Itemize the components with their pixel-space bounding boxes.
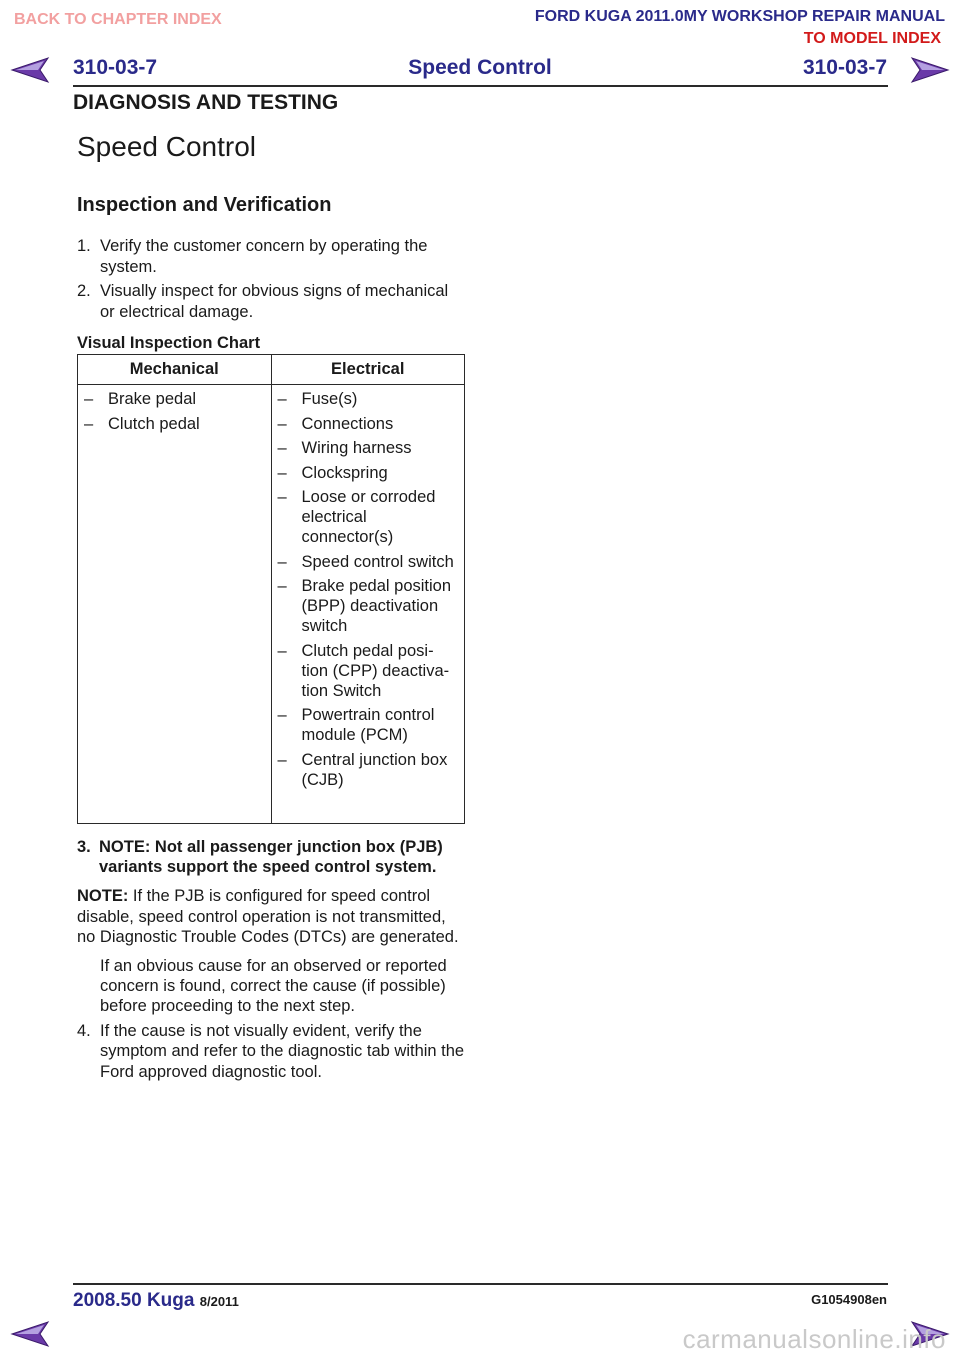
column-header-electrical: Electrical <box>271 355 465 385</box>
column-header-mechanical: Mechanical <box>78 355 272 385</box>
step-number: 3. <box>77 838 91 856</box>
note-label: NOTE: <box>77 887 129 905</box>
list-item: – Speed control switch <box>277 552 454 571</box>
header-page-number-left: 310-03-7 <box>73 56 158 79</box>
step-text: If the cause is not visually evident, verify the symptom and refer to the diagnostic tab within the Ford approved diagnostic tool. <box>100 1021 465 1081</box>
to-model-index-link[interactable]: TO MODEL INDEX <box>803 30 941 47</box>
note-paragraph <box>77 886 467 948</box>
chart-caption: Visual Inspection Chart <box>77 334 261 352</box>
list-item: – Connections <box>277 414 394 433</box>
list-item: – Central junction box (CJB) <box>277 750 448 789</box>
footer-document-code: G1054908en <box>811 1292 887 1307</box>
list-item: – Clutch pedal posi-tion (CPP) deactiva-tion Switch <box>277 641 450 700</box>
list-item: – Clockspring <box>277 463 388 482</box>
step-text: Visually inspect for obvious signs of mechanical or electrical damage. <box>100 282 449 321</box>
step-3-body: If an obvious cause for an observed or reported concern is found, correct the cause (if possible) before proceeding to the next step. <box>100 956 447 1015</box>
step-2 <box>77 281 467 322</box>
list-item: – Brake pedal position (BPP) deactivation switch <box>277 577 452 635</box>
list-item: – Powertrain control module (PCM) <box>277 706 435 744</box>
header-page-number-right: 310-03-7 <box>802 56 887 79</box>
step-text: Verify the customer concern by operating the system. <box>100 237 428 276</box>
subsection-title: Inspection and Verification <box>77 194 332 216</box>
list-item: – Fuse(s) <box>277 390 358 408</box>
step-text: NOTE: Not all passenger junction box (PJB) variants support the speed control system. <box>99 838 443 876</box>
page-title: Speed Control <box>77 131 257 162</box>
list-item: – Wiring harness <box>277 439 412 457</box>
footer-model <box>73 1290 239 1312</box>
main-content <box>77 128 467 1086</box>
footer-date: 8/2011 <box>199 1294 239 1309</box>
header-rule <box>73 85 888 87</box>
footer-model-name: 2008.50 Kuga <box>73 1290 195 1311</box>
step-number: 4. <box>77 1021 91 1040</box>
step-1 <box>77 236 467 277</box>
mechanical-cell <box>78 385 272 824</box>
list-item: – Loose or corroded electrical connector(s) <box>277 488 436 546</box>
visual-inspection-table <box>77 354 465 824</box>
step-number: 1. <box>77 237 91 255</box>
list-item: – Clutch pedal <box>84 414 200 433</box>
electrical-cell <box>271 385 465 824</box>
note-text: If the PJB is configured for speed control disable, speed control operation is not transmitted, no Diagnostic Trouble Codes (DTCs) are generated. <box>77 887 459 946</box>
list-item: – Brake pedal <box>84 390 197 408</box>
watermark: carmanualsonline.info <box>682 1324 946 1354</box>
footer-rule <box>73 1283 888 1285</box>
step-number: 2. <box>77 282 91 300</box>
step-3 <box>77 837 467 877</box>
back-to-chapter-index-link[interactable]: BACK TO CHAPTER INDEX <box>14 11 222 28</box>
section-title: DIAGNOSIS AND TESTING <box>73 91 339 114</box>
step-4 <box>77 1021 467 1083</box>
bottom-previous-page-arrow-icon[interactable] <box>10 1320 50 1348</box>
manual-title: FORD KUGA 2011.0MY WORKSHOP REPAIR MANUAL <box>534 8 945 25</box>
header-title: Speed Control <box>408 56 552 79</box>
